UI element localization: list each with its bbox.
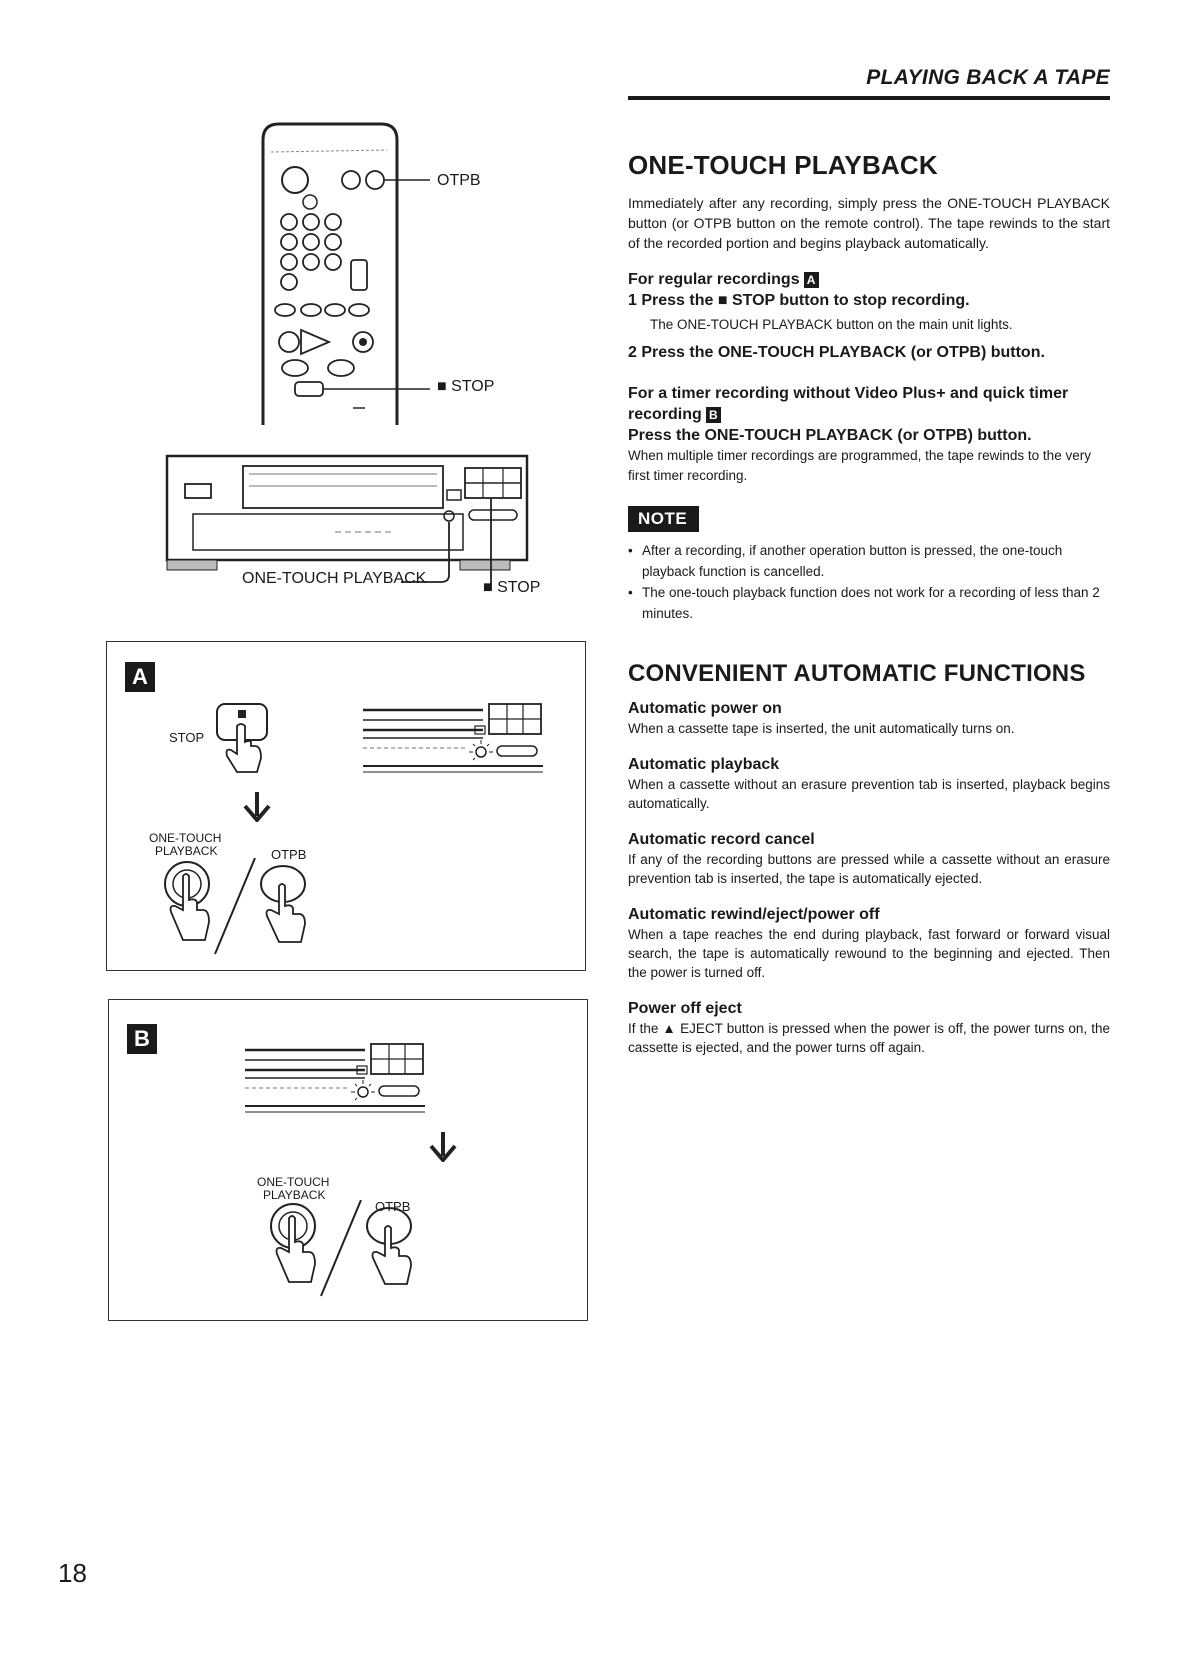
timer-recording-title-text: For a timer recording without Video Plus+ and quick timer recording — [628, 385, 1069, 423]
auto-item-text: When a tape reaches the end during playback, fast forward or forward visual search, the tape is automatically rewound to the beginning and ejected. Then the power is turned off. — [628, 927, 1110, 980]
panel-b-otp-line1: ONE-TOUCH — [257, 1175, 330, 1189]
note-list — [628, 540, 1110, 624]
panel-b-letter: B — [127, 1024, 157, 1054]
unit-stop-label: ■ STOP — [483, 579, 541, 596]
panel-a-otp-line2: PLAYBACK — [155, 844, 218, 858]
regular-step-1: 1 Press the ■ STOP button to stop recording. — [628, 292, 970, 309]
timer-note: When multiple timer recordings are programmed, the tape rewinds to the very first timer recording. — [628, 448, 1091, 483]
panel-a-otpb-label: OTPB — [271, 847, 307, 862]
auto-item-title: Power off eject — [628, 1000, 742, 1017]
panel-a-stop-label: STOP — [169, 730, 205, 745]
panel-b-down-arrow-icon — [429, 1132, 457, 1162]
auto-item-rewind-eject — [628, 904, 1110, 982]
panel-b-otp-line2: PLAYBACK — [263, 1188, 326, 1202]
timer-instruction: Press the ONE-TOUCH PLAYBACK (or OTPB) button. — [628, 427, 1032, 444]
panel-b — [108, 999, 588, 1321]
regular-recordings-title-text: For regular recordings — [628, 271, 800, 288]
page-header-title: PLAYING BACK A TAPE — [866, 66, 1110, 89]
one-touch-heading: ONE-TOUCH PLAYBACK — [628, 150, 938, 180]
regular-step-2: 2 Press the ONE-TOUCH PLAYBACK (or OTPB) button. — [628, 344, 1045, 361]
panel-b-otpb-label: OTPB — [375, 1199, 411, 1214]
auto-item-title: Automatic power on — [628, 700, 782, 717]
panel-b-vcr-icon — [245, 1036, 445, 1126]
page-header — [628, 66, 1110, 100]
note-item: • After a recording, if another operation button is pressed, the one-touch playback function is cancelled. — [628, 540, 1110, 582]
panel-a-otp-line1: ONE-TOUCH — [149, 831, 222, 845]
auto-item-power-off-eject — [628, 998, 1110, 1057]
auto-item-text: When a cassette tape is inserted, the unit automatically turns on. — [628, 721, 1015, 736]
timer-recording-badge: B — [706, 407, 721, 423]
auto-item-record-cancel — [628, 829, 1110, 888]
panel-a-down-arrow-icon — [243, 792, 271, 822]
panel-a — [106, 641, 586, 971]
regular-step-1-note: The ONE-TOUCH PLAYBACK button on the main unit lights. — [650, 317, 1013, 332]
one-touch-intro: Immediately after any recording, simply press the ONE-TOUCH PLAYBACK button (or OTPB button on the remote control). The tape rewinds to the start of the recorded portion and begins playback automatically. — [628, 195, 1110, 251]
automatic-functions-heading: CONVENIENT AUTOMATIC FUNCTIONS — [628, 660, 1086, 687]
auto-item-playback — [628, 754, 1110, 813]
auto-item-text: If any of the recording buttons are pressed while a cassette without an erasure prevention tab is inserted, the tape is automatically ejected. — [628, 852, 1110, 886]
panel-a-letter: A — [125, 662, 155, 692]
panel-a-otp-press-icon — [157, 858, 327, 958]
note-block — [628, 506, 1110, 624]
auto-item-text: When a cassette without an erasure prevention tab is inserted, playback begins automatically. — [628, 777, 1110, 811]
auto-item-title: Automatic playback — [628, 756, 780, 773]
note-label: NOTE — [628, 506, 699, 532]
timer-recording-title — [628, 383, 1110, 425]
auto-item-title: Automatic record cancel — [628, 831, 815, 848]
panel-a-vcr-icon — [363, 696, 563, 786]
regular-recordings-badge: A — [804, 272, 819, 288]
panel-b-otp-press-icon — [263, 1200, 433, 1300]
regular-recordings-title — [628, 269, 1110, 290]
auto-item-title: Automatic rewind/eject/power off — [628, 906, 880, 923]
remote-otpb-label: OTPB — [437, 172, 481, 189]
auto-item-text: If the ▲ EJECT button is pressed when the power is off, the power turns on, the cassette is ejected, and the power turns off again. — [628, 1021, 1110, 1055]
unit-otp-label: ONE-TOUCH PLAYBACK — [242, 570, 427, 587]
right-column — [628, 150, 1110, 1057]
remote-stop-label: ■ STOP — [437, 378, 495, 395]
remote-control-illustration — [255, 120, 455, 425]
note-item: • The one-touch playback function does not work for a recording of less than 2 minutes. — [628, 582, 1110, 624]
page-number: 18 — [58, 1558, 87, 1588]
panel-a-stop-press-icon — [211, 700, 275, 778]
auto-item-power-on — [628, 698, 1110, 738]
